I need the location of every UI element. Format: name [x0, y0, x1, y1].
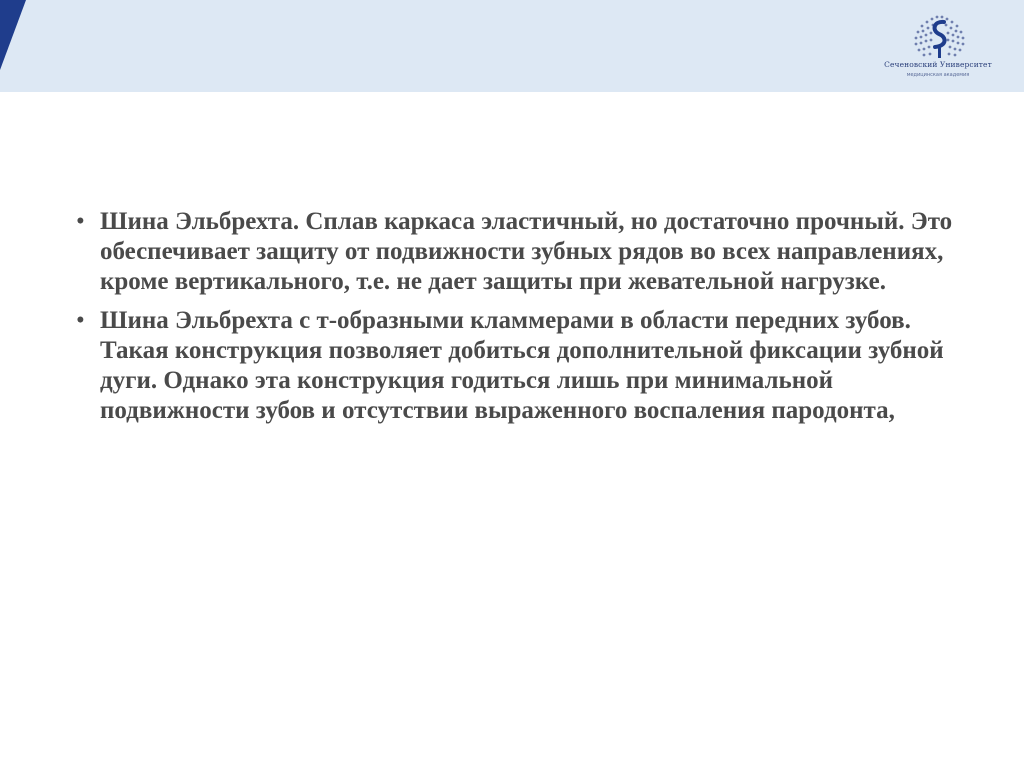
bullet-marker: •: [76, 307, 85, 334]
corner-accent: [0, 0, 26, 92]
bullet-text: Шина Эльбрехта с т-образными кламмерами в области передних зубов. Такая конструкция позволяет добиться дополнительной фиксации зубной дуги. Однако эта конструкция годиться лишь при минимальной подвижности зубов и отсутствии выраженного воспаления пародонта,: [100, 307, 944, 424]
header-band: [0, 0, 1024, 92]
bullet-text: Шина Эльбрехта. Сплав каркаса эластичный, но достаточно прочный. Это обеспечивает защиту от подвижности зубных рядов во всех направлениях, кроме вертикального, т.е. не дает защиты при жевательной нагрузке.: [100, 208, 953, 295]
bullet-list: [76, 207, 956, 435]
list-item: [76, 306, 956, 426]
logo-text: Сеченовский Университет: [884, 60, 992, 69]
logo-subtext: медицинская академия: [906, 72, 970, 78]
bullet-marker: •: [76, 208, 85, 235]
list-item: [76, 207, 956, 297]
